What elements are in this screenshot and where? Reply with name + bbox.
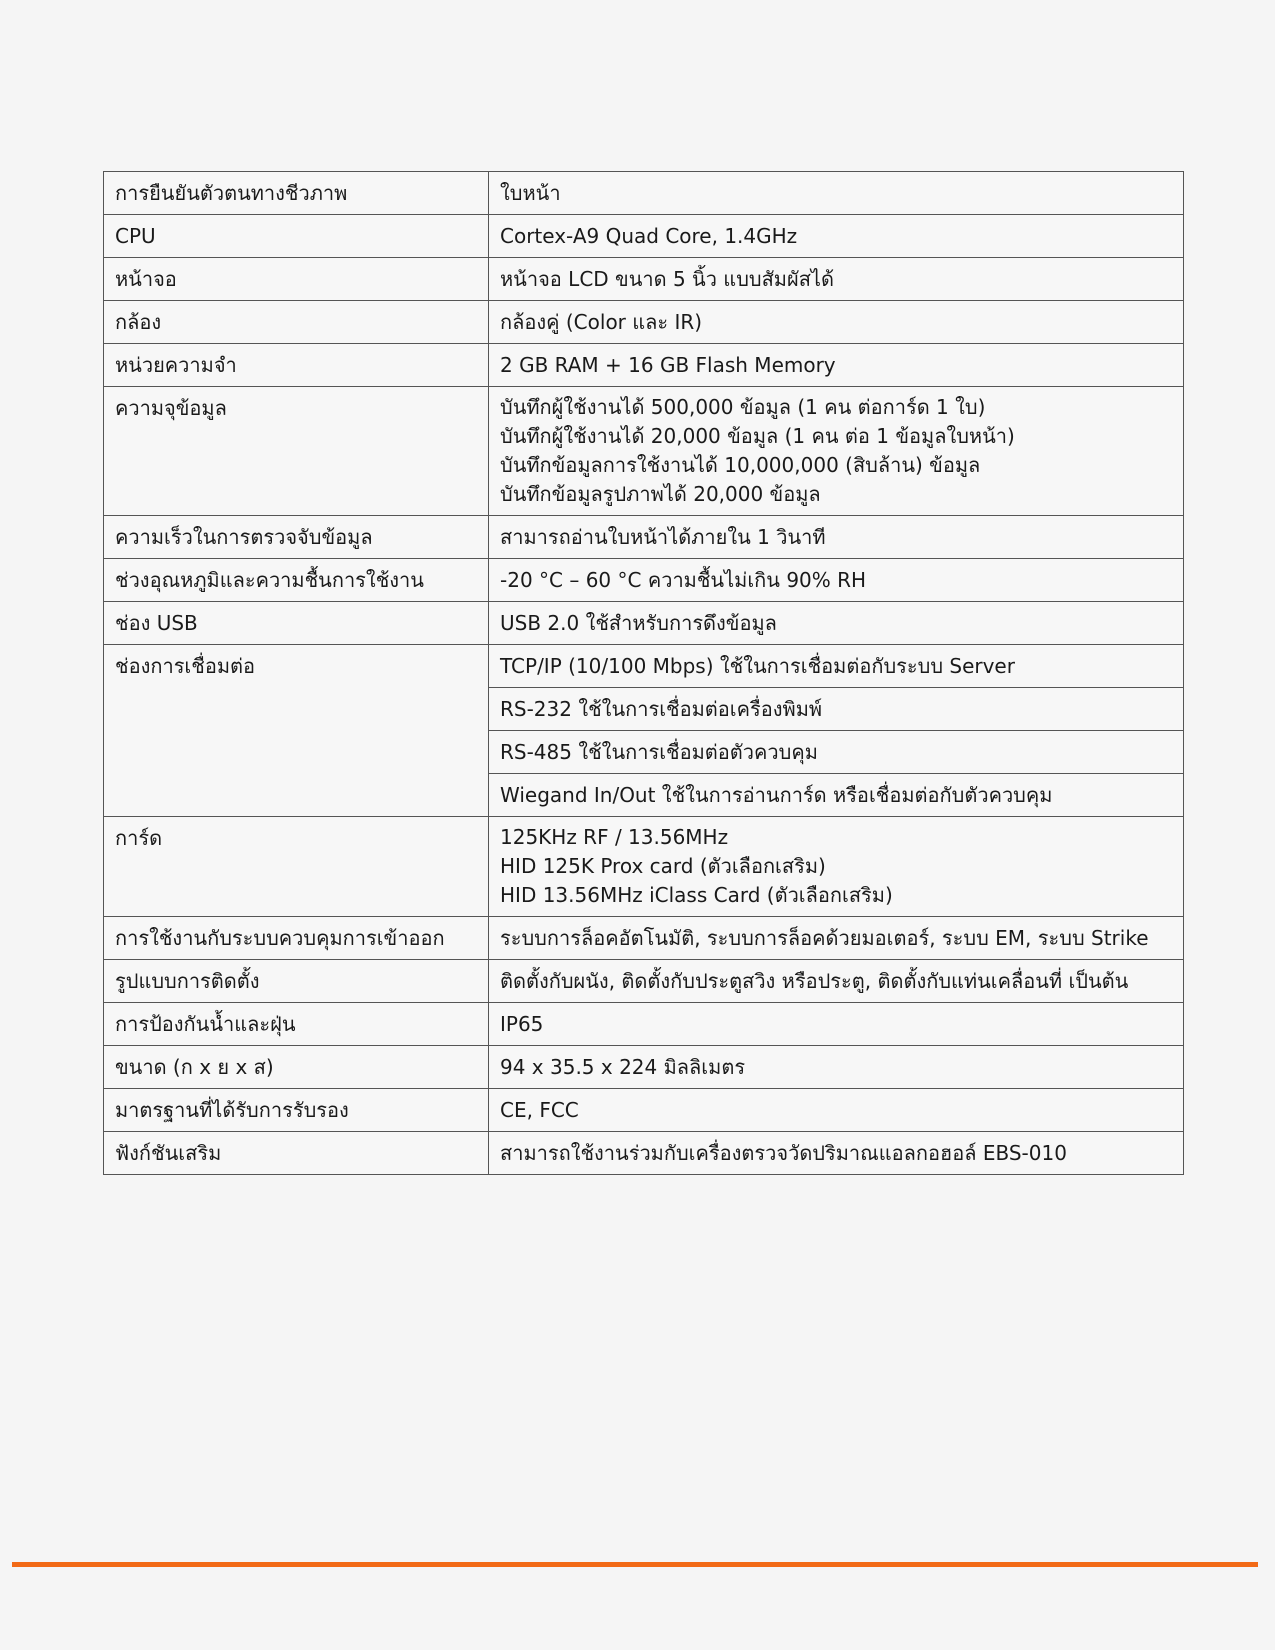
table-row [104,817,1184,917]
spec-value: -20 °C – 60 °C ความชื้นไม่เกิน 90% RH [489,559,1184,602]
spec-value: Wiegand In/Out ใช้ในการอ่านการ์ด หรือเชื่อมต่อกับตัวควบคุม [489,774,1184,817]
table-row [104,387,1184,516]
spec-label: CPU [104,215,489,258]
table-row [104,172,1184,215]
spec-label: ความจุข้อมูล [104,387,489,516]
table-row [104,559,1184,602]
spec-value: TCP/IP (10/100 Mbps) ใช้ในการเชื่อมต่อกับระบบ Server [489,645,1184,688]
spec-label: หน่วยความจำ [104,344,489,387]
spec-value [489,817,1184,917]
spec-label: ช่องการเชื่อมต่อ [104,645,489,817]
spec-label: การยืนยันตัวตนทางชีวภาพ [104,172,489,215]
capacity-line: บันทึกข้อมูลรูปภาพได้ 20,000 ข้อมูล [500,482,821,506]
spec-value: หน้าจอ LCD ขนาด 5 นิ้ว แบบสัมผัสได้ [489,258,1184,301]
spec-value: Cortex-A9 Quad Core, 1.4GHz [489,215,1184,258]
spec-value [489,387,1184,516]
table-row [104,1089,1184,1132]
table-row [104,602,1184,645]
table-row [104,645,1184,688]
card-line: HID 13.56MHz iClass Card (ตัวเลือกเสริม) [500,883,893,907]
spec-value: ติดตั้งกับผนัง, ติดตั้งกับประตูสวิง หรือประตู, ติดตั้งกับแท่นเคลื่อนที่ เป็นต้น [489,960,1184,1003]
table-row [104,344,1184,387]
spec-label: ฟังก์ชันเสริม [104,1132,489,1175]
capacity-line: บันทึกผู้ใช้งานได้ 500,000 ข้อมูล (1 คน ต่อการ์ด 1 ใบ) [500,395,986,419]
spec-label: การใช้งานกับระบบควบคุมการเข้าออก [104,917,489,960]
spec-value: 2 GB RAM + 16 GB Flash Memory [489,344,1184,387]
capacity-line: บันทึกผู้ใช้งานได้ 20,000 ข้อมูล (1 คน ต่อ 1 ข้อมูลใบหน้า) [500,424,1015,448]
table-row [104,1003,1184,1046]
table-row [104,917,1184,960]
table-row [104,215,1184,258]
table-row [104,301,1184,344]
spec-label: หน้าจอ [104,258,489,301]
capacity-line: บันทึกข้อมูลการใช้งานได้ 10,000,000 (สิบล้าน) ข้อมูล [500,453,981,477]
spec-value: USB 2.0 ใช้สำหรับการดึงข้อมูล [489,602,1184,645]
spec-value: ระบบการล็อคอัตโนมัติ, ระบบการล็อคด้วยมอเตอร์, ระบบ EM, ระบบ Strike [489,917,1184,960]
spec-value: ใบหน้า [489,172,1184,215]
spec-value: สามารถอ่านใบหน้าได้ภายใน 1 วินาที [489,516,1184,559]
card-line: HID 125K Prox card (ตัวเลือกเสริม) [500,854,826,878]
spec-label: ความเร็วในการตรวจจับข้อมูล [104,516,489,559]
spec-value: กล้องคู่ (Color และ IR) [489,301,1184,344]
table-row [104,1132,1184,1175]
spec-value: 94 x 35.5 x 224 มิลลิเมตร [489,1046,1184,1089]
card-line: 125KHz RF / 13.56MHz [500,825,729,849]
table-row [104,960,1184,1003]
table-row [104,1046,1184,1089]
spec-label: มาตรฐานที่ได้รับการรับรอง [104,1089,489,1132]
spec-value: สามารถใช้งานร่วมกับเครื่องตรวจวัดปริมาณแอลกอฮอล์ EBS-010 [489,1132,1184,1175]
spec-label: ขนาด (ก x ย x ส) [104,1046,489,1089]
spec-label: การ์ด [104,817,489,917]
spec-value: RS-485 ใช้ในการเชื่อมต่อตัวควบคุม [489,731,1184,774]
spec-table [103,171,1184,1175]
spec-label: ช่วงอุณหภูมิและความชื้นการใช้งาน [104,559,489,602]
spec-value: RS-232 ใช้ในการเชื่อมต่อเครื่องพิมพ์ [489,688,1184,731]
spec-label: รูปแบบการติดตั้ง [104,960,489,1003]
table-row [104,258,1184,301]
spec-label: ช่อง USB [104,602,489,645]
table-row [104,516,1184,559]
spec-value: CE, FCC [489,1089,1184,1132]
spec-label: การป้องกันน้ำและฝุ่น [104,1003,489,1046]
spec-label: กล้อง [104,301,489,344]
footer-accent-bar [12,1562,1258,1567]
spec-value: IP65 [489,1003,1184,1046]
